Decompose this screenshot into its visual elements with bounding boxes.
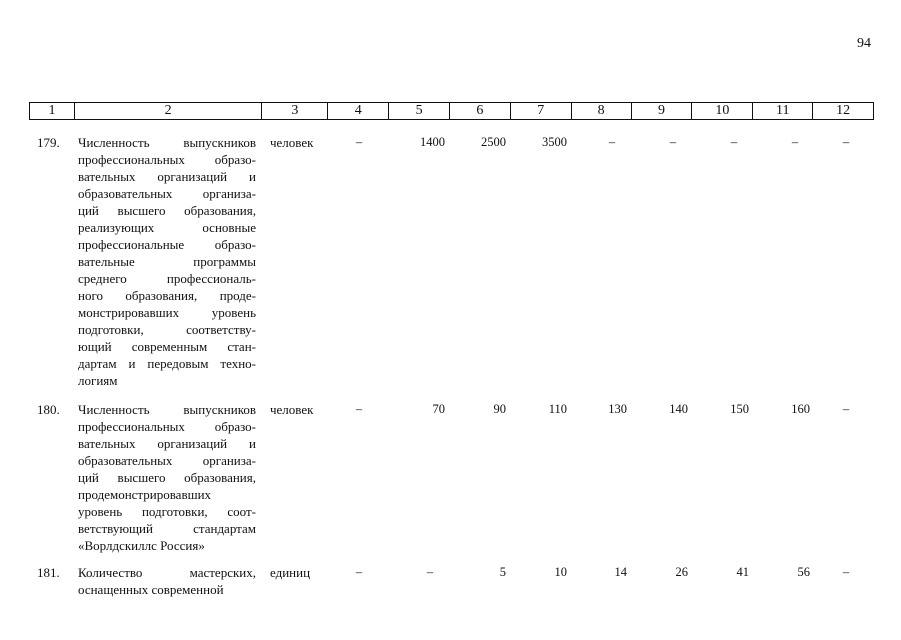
column-number-7: 7 — [511, 103, 572, 119]
column-number-header — [29, 102, 874, 120]
value-cell-col-5: 70 — [432, 402, 445, 416]
row-number: 180. — [37, 402, 60, 417]
value-cell-col-5: 1400 — [420, 135, 445, 149]
row-number: 179. — [37, 135, 60, 150]
indicator-name-line: профессиональные образо- — [78, 237, 256, 252]
value-cell-col-10: 150 — [730, 402, 749, 416]
indicator-name-line: ветствующий стандартам — [78, 521, 256, 536]
indicator-name-line: «Ворлдскиллс Россия» — [78, 538, 205, 553]
page-number: 94 — [857, 36, 871, 51]
column-number-4: 4 — [328, 103, 389, 119]
indicator-name-line: реализующих основные — [78, 220, 256, 235]
column-number-2: 2 — [75, 103, 263, 119]
value-cell-col-7: 110 — [548, 402, 567, 416]
indicator-name-line: образовательных организа- — [78, 186, 256, 201]
indicator-name-line: логиям — [78, 373, 118, 388]
value-cell-col-8: – — [608, 135, 616, 149]
value-cell-col-9: 140 — [669, 402, 688, 416]
value-cell-col-8: 14 — [614, 565, 627, 579]
unit-of-measure: единиц — [270, 565, 311, 580]
value-cell-col-7: 10 — [554, 565, 567, 579]
indicator-name-line: ного образования, проде- — [78, 288, 256, 303]
indicator-name-line: продемонстрировавших — [78, 487, 212, 502]
value-cell-col-11: 160 — [791, 402, 810, 416]
value-cell-col-11: 56 — [797, 565, 810, 579]
indicator-name-line: Численность выпускников — [78, 402, 256, 417]
row-number: 181. — [37, 565, 60, 580]
indicator-name-line: подготовки, соответству- — [78, 322, 256, 337]
indicator-name-line: вательных организаций и — [78, 169, 256, 184]
value-cell-col-6: 5 — [499, 565, 506, 579]
indicator-name-line: ющий современным стан- — [78, 339, 256, 354]
value-cell-col-4: – — [355, 135, 363, 149]
indicator-name — [78, 564, 256, 598]
indicator-name — [78, 401, 256, 554]
value-cell-col-9: 26 — [675, 565, 688, 579]
column-number-5: 5 — [389, 103, 450, 119]
column-number-11: 11 — [753, 103, 813, 119]
value-cell-col-11: – — [791, 135, 799, 149]
indicator-name-line: образовательных организа- — [78, 453, 256, 468]
value-cell-col-10: – — [730, 135, 738, 149]
indicator-name-line: ций высшего образования, — [78, 203, 256, 218]
indicator-name-line: среднего профессиональ- — [78, 271, 256, 286]
value-cell-col-7: 3500 — [542, 135, 567, 149]
column-number-8: 8 — [572, 103, 632, 119]
column-number-9: 9 — [632, 103, 693, 119]
value-cell-col-6: 2500 — [481, 135, 506, 149]
unit-of-measure: человек — [270, 402, 314, 417]
column-number-3: 3 — [262, 103, 328, 119]
value-cell-col-9: – — [669, 135, 677, 149]
indicator-name-line: вательных организаций и — [78, 436, 256, 451]
indicator-name-line: профессиональных образо- — [78, 152, 256, 167]
indicator-name-line: профессиональных образо- — [78, 419, 256, 434]
indicator-name-line: оснащенных современной — [78, 582, 224, 597]
unit-of-measure: человек — [270, 135, 314, 150]
value-cell-col-10: 41 — [736, 565, 749, 579]
value-cell-col-5: – — [426, 565, 434, 579]
column-number-12: 12 — [836, 103, 851, 118]
value-cell-col-4: – — [355, 565, 363, 579]
value-cell-col-4: – — [355, 402, 363, 416]
column-number-10: 10 — [692, 103, 753, 119]
indicator-name-line: ций высшего образования, — [78, 470, 256, 485]
value-cell-col-12: – — [842, 135, 850, 149]
indicator-name — [78, 134, 256, 389]
indicator-name-line: Численность выпускников — [78, 135, 256, 150]
indicator-name-line: Количество мастерских, — [78, 565, 256, 580]
indicator-name-line: уровень подготовки, соот- — [78, 504, 256, 519]
indicator-name-line: монстрировавших уровень — [78, 305, 256, 320]
column-number-6: 6 — [450, 103, 511, 119]
value-cell-col-12: – — [842, 565, 850, 579]
indicator-name-line: вательные программы — [78, 254, 256, 269]
value-cell-col-12: – — [842, 402, 850, 416]
value-cell-col-8: 130 — [608, 402, 627, 416]
indicator-name-line: дартам и передовым техно- — [78, 356, 256, 371]
column-number-1: 1 — [30, 103, 75, 119]
value-cell-col-6: 90 — [493, 402, 506, 416]
